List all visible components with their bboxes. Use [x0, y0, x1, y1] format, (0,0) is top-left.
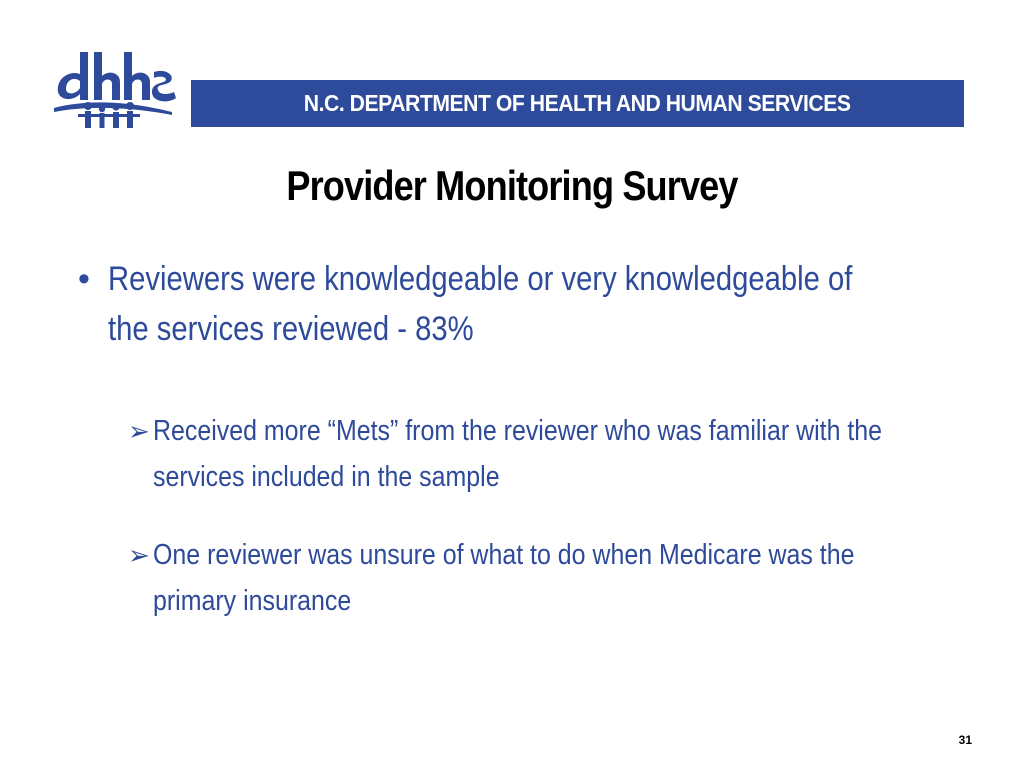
sub-bullet-1-text: Received more “Mets” from the reviewer who was familiar with the services included in the sample — [153, 415, 883, 493]
page-number: 31 — [958, 733, 972, 747]
bullet-marker: • — [78, 260, 90, 298]
sub-bullet-2 — [128, 532, 978, 624]
main-bullet — [72, 254, 932, 354]
slide-title: Provider Monitoring Survey — [286, 162, 738, 209]
main-bullet-text: Reviewers were knowledgeable or very knowledgeable of the services reviewed - 83% — [108, 260, 853, 348]
dhhs-logo — [54, 42, 178, 130]
arrow-bullet-icon: ➢ — [128, 540, 150, 570]
department-banner — [191, 80, 964, 127]
sub-bullet-2-text: One reviewer was unsure of what to do when Medicare was the primary insurance — [153, 539, 855, 617]
department-name: N.C. DEPARTMENT OF HEALTH AND HUMAN SERVICES — [304, 90, 851, 116]
sub-bullet-1 — [128, 408, 978, 500]
arrow-bullet-icon: ➢ — [128, 416, 150, 446]
